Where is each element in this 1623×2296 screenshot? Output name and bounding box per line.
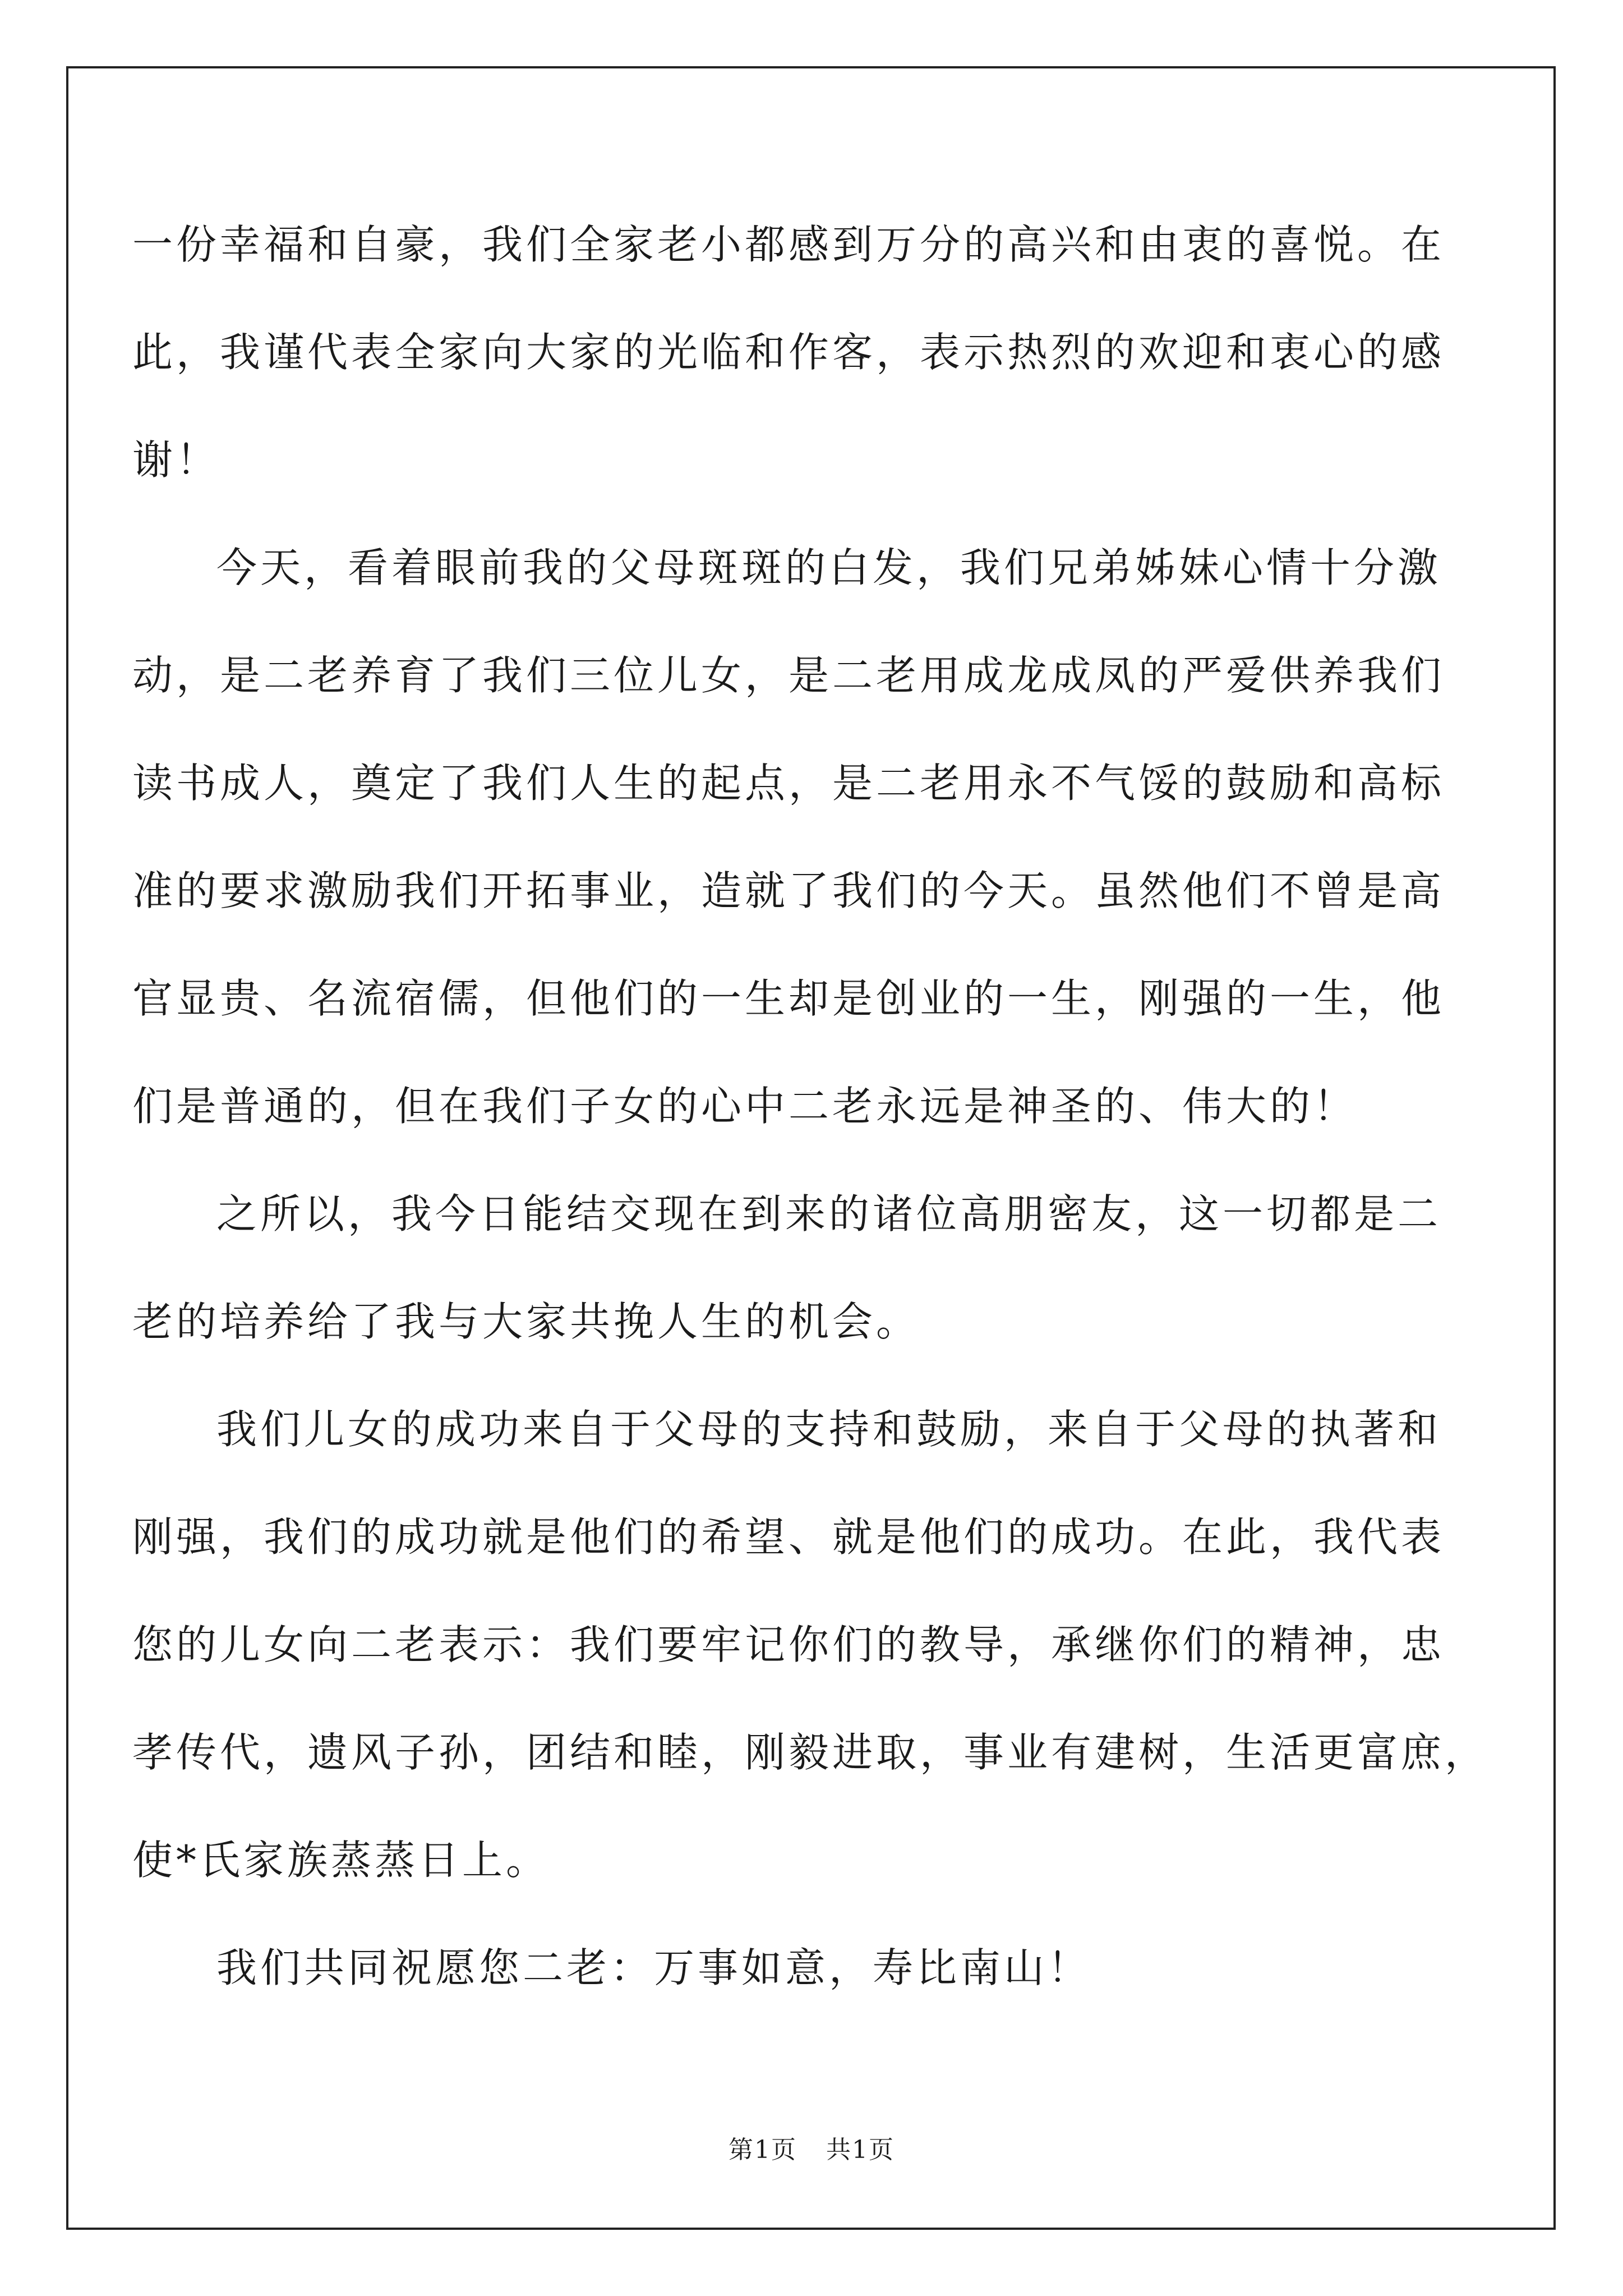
text-line: 读书成人，奠定了我们人生的起点，是二老用永不气馁的鼓励和高标 — [132, 760, 1445, 807]
text-line: 谢！ — [132, 436, 220, 484]
text-line: 此，我谨代表全家向大家的光临和作客，表示热烈的欢迎和衷心的感 — [132, 329, 1445, 376]
page-footer — [0, 2129, 1623, 2165]
text-line: 一份幸福和自豪，我们全家老小都感到万分的高兴和由衷的喜悦。在 — [132, 221, 1445, 268]
text-line: 孝传代，遗风子孙，团结和睦，刚毅进取，事业有建树，生活更富庶， — [132, 1729, 1489, 1776]
document-body — [132, 191, 1491, 2022]
text-line: 官显贵、名流宿儒，但他们的一生却是创业的一生，刚强的一生，他 — [132, 975, 1445, 1022]
page-number: 第1页 — [728, 2136, 797, 2164]
paragraph-first-line: 我们儿女的成功来自于父母的支持和鼓励，来自于父母的执著和 — [216, 1406, 1442, 1453]
text-line: 刚强，我们的成功就是他们的希望、就是他们的成功。在此，我代表 — [132, 1513, 1445, 1561]
paragraph-first-line: 今天，看着眼前我的父母斑斑的白发，我们兄弟姊妹心情十分激 — [216, 544, 1442, 591]
text-line: 老的培养给了我与大家共挽人生的机会。 — [132, 1298, 920, 1345]
paragraph-first-line: 我们共同祝愿您二老：万事如意，寿比南山！ — [216, 1944, 1092, 1991]
text-line: 使*氏家族蒸蒸日上。 — [132, 1837, 550, 1884]
text-line: 们是普通的，但在我们子女的心中二老永远是神圣的、伟大的！ — [132, 1083, 1358, 1130]
paragraph-first-line: 之所以，我今日能结交现在到来的诸位高朋密友，这一切都是二 — [216, 1190, 1442, 1237]
page-total: 共1页 — [826, 2136, 895, 2164]
text-line: 您的儿女向二老表示：我们要牢记你们的教导，承继你们的精神，忠 — [132, 1621, 1445, 1668]
text-line: 动，是二老养育了我们三位儿女，是二老用成龙成凤的严爱供养我们 — [132, 652, 1445, 699]
text-line: 准的要求激励我们开拓事业，造就了我们的今天。虽然他们不曾是高 — [132, 867, 1445, 914]
